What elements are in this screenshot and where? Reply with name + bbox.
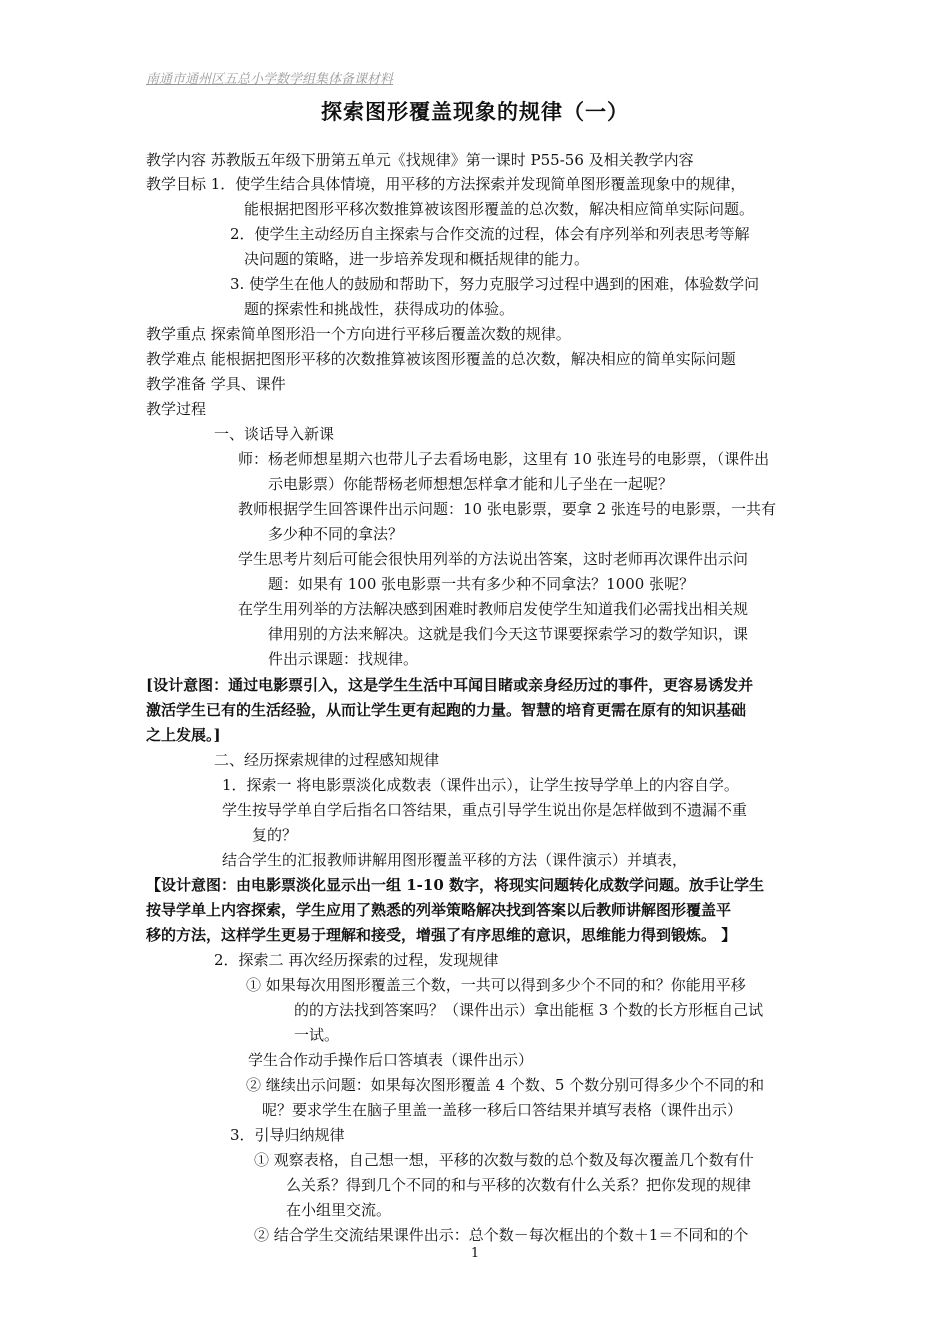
design-intent-note: 移的方法，这样学生更易于理解和接受，增强了有序思维的意识，思维能力得到锻炼。 】 [146,926,737,944]
teaching-goal-1-cont: 能根据把图形平移次数推算被该图形覆盖的总次数，解决相应简单实际问题。 [244,200,755,218]
paragraph-line: 多少种不同的拿法？ [268,525,404,543]
paragraph-line: 呢？要求学生在脑子里盖一盖移一移后口答结果并填写表格（课件出示） [262,1101,743,1119]
document-title: 探索图形覆盖现象的规律（一） [321,99,629,124]
paragraph-line: 教师根据学生回答课件出示问题：10 张电影票，要拿 2 张连号的电影票，一共有 [238,500,776,518]
teaching-focus: 教学重点 探索简单图形沿一个方向进行平移后覆盖次数的规律。 [146,325,571,343]
teaching-goal-2-cont: 决问题的策略，进一步培养发现和概括规律的能力。 [244,250,590,268]
teaching-content: 教学内容 苏教版五年级下册第五单元《找规律》第一课时 P55-56 及相关教学内容 [146,151,694,169]
page-number: 1 [470,1246,480,1261]
paragraph-line: 2．探索二 再次经历探索的过程，发现规律 [214,951,499,969]
section-1-heading: 一、谈话导入新课 [214,425,335,443]
teaching-goal-1: 教学目标 1．使学生结合具体情境，用平移的方法探索并发现简单图形覆盖现象中的规律， [146,175,746,193]
teaching-process-heading: 教学过程 [146,400,207,418]
paragraph-line: 学生按导学单自学后指名口答结果，重点引导学生说出你是怎样做到不遗漏不重 [222,801,748,819]
paragraph-line: 师：杨老师想星期六也带儿子去看场电影，这里有 10 张连号的电影票，（课件出 [238,450,770,468]
paragraph-line: ① 观察表格，自己想一想，平移的次数与数的总个数及每次覆盖几个数有什 [254,1151,754,1169]
paragraph-line: 结合学生的汇报教师讲解用图形覆盖平移的方法（课件演示）并填表， [222,851,688,869]
paragraph-line: 在学生用列举的方法解决感到困难时教师启发使学生知道我们必需找出相关规 [238,600,749,618]
paragraph-line: 学生思考片刻后可能会很快用列举的方法说出答案，这时老师再次课件出示问 [238,550,749,568]
design-intent-note: 之上发展。] [146,726,221,744]
paragraph-line: 么关系？得到几个不同的和与平移的次数有什么关系？把你发现的规律 [286,1176,752,1194]
paragraph-line: 1．探索一 将电影票淡化成数表（课件出示），让学生按导学单上的内容自学。 [222,776,739,794]
paragraph-line: 件出示课题：找规律。 [268,650,419,668]
paragraph-line: 一试。 [294,1026,340,1044]
teaching-goal-2: 2．使学生主动经历自主探索与合作交流的过程，体会有序列举和列表思考等解 [230,225,750,243]
design-intent-note: 【设计意图：由电影票淡化显示出一组 1-10 数字，将现实问题转化成数学问题。放手让学生 [146,876,764,894]
teaching-goal-3: 3. 使学生在他人的鼓励和帮助下，努力克服学习过程中遇到的困难，体验数学问 [230,275,760,293]
paragraph-line: 复的？ [252,826,298,844]
paragraph-line: ① 如果每次用图形覆盖三个数，一共可以得到多少个不同的和？你能用平移 [246,976,746,994]
paragraph-line: ② 继续出示问题：如果每次图形覆盖 4 个数、5 个数分别可得多少个不同的和 [246,1076,765,1094]
paragraph-line: 示电影票）你能帮杨老师想想怎样拿才能和儿子坐在一起呢？ [268,475,674,493]
teaching-preparation: 教学准备 学具、课件 [146,375,286,393]
paragraph-line: 在小组里交流。 [286,1201,392,1219]
paragraph-line: 学生合作动手操作后口答填表（课件出示） [248,1051,534,1069]
design-intent-note: 按导学单上内容探索，学生应用了熟悉的列举策略解决找到答案以后教师讲解图形覆盖平 [146,901,732,919]
section-2-heading: 二、经历探索规律的过程感知规律 [214,751,440,769]
design-intent-note: 激活学生已有的生活经验，从而让学生更有起跑的力量。智慧的培育更需在原有的知识基础 [146,701,747,719]
paragraph-line: 律用别的方法来解决。这就是我们今天这节课要探索学习的数学知识，课 [268,625,749,643]
paragraph-line: ② 结合学生交流结果课件出示：总个数－每次框出的个数＋1＝不同和的个 [254,1226,749,1244]
paragraph-line: 的的方法找到答案吗？（课件出示）拿出能框 3 个数的长方形框自己试 [294,1001,764,1019]
teaching-goal-3-cont: 题的探索性和挑战性，获得成功的体验。 [244,300,515,318]
paragraph-line: 3．引导归纳规律 [230,1126,345,1144]
design-intent-note: [设计意图：通过电影票引入，这是学生生活中耳闻目睹或亲身经历过的事件，更容易诱发并 [146,676,754,694]
paragraph-line: 题：如果有 100 张电影票一共有多少种不同拿法？1000 张呢？ [268,575,695,593]
page-header: 南通市通州区五总小学数学组集体备课材料 [146,72,394,87]
teaching-difficulty: 教学难点 能根据把图形平移的次数推算被该图形覆盖的总次数，解决相应的简单实际问题 [146,350,736,368]
